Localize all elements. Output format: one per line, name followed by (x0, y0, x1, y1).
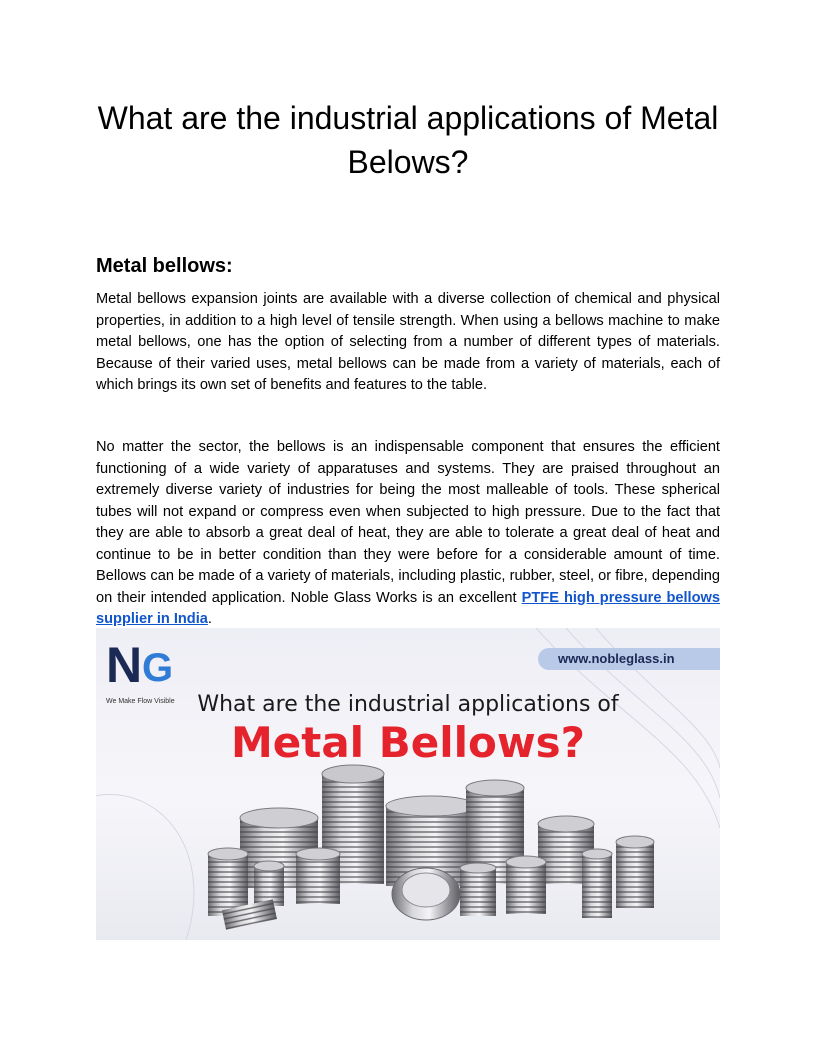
page-title: What are the industrial applications of Metal Belows? (97, 100, 719, 180)
supplier-link[interactable]: PTFE high pressure bellows supplier in India (96, 589, 720, 627)
section-heading: Metal bellows: (96, 255, 233, 277)
website-url: www.nobleglass.in (538, 648, 720, 670)
banner-image (96, 628, 720, 940)
paragraph-intro: Metal bellows expansion joints are available with a diverse collection of chemical and physical properties, in addition to a high level of tensile strength. When using a bellows machine to make metal bellows, one has the option of selecting from a number of different types of materials. Because of their varied uses, metal bellows can be made from a variety of materials, each of which brings its own set of benefits and features to the table. (96, 291, 720, 393)
logo-tagline: We Make Flow Visible (106, 698, 175, 705)
paragraph-body-text: No matter the sector, the bellows is an indispensable component that ensures the efficient functioning of a wide variety of apparatuses and systems. They are praised throughout an extremely diverse variety of industries for being the most malleable of tools. These spherical tubes will not expand or compress even when subjected to high pressure. Due to the fact that they are able to absorb a great deal of heat, they are able to tolerate a great deal of heat and continue to be in better condition than they were before for a considerable amount of time. Bellows can be made of a variety of materials, including plastic, rubber, steel, or fibre, depending on their intended application. Noble Glass Works is an excellent (96, 439, 720, 606)
link-suffix: . (207, 611, 212, 627)
logo-letter-n: N (106, 637, 139, 693)
paragraph-body (96, 437, 720, 631)
nobleglass-logo (106, 637, 206, 705)
logo-letter-g: G (142, 646, 174, 690)
banner-headline: What are the industrial applications of (197, 692, 619, 717)
banner-highlight: Metal Bellows? (230, 718, 586, 767)
